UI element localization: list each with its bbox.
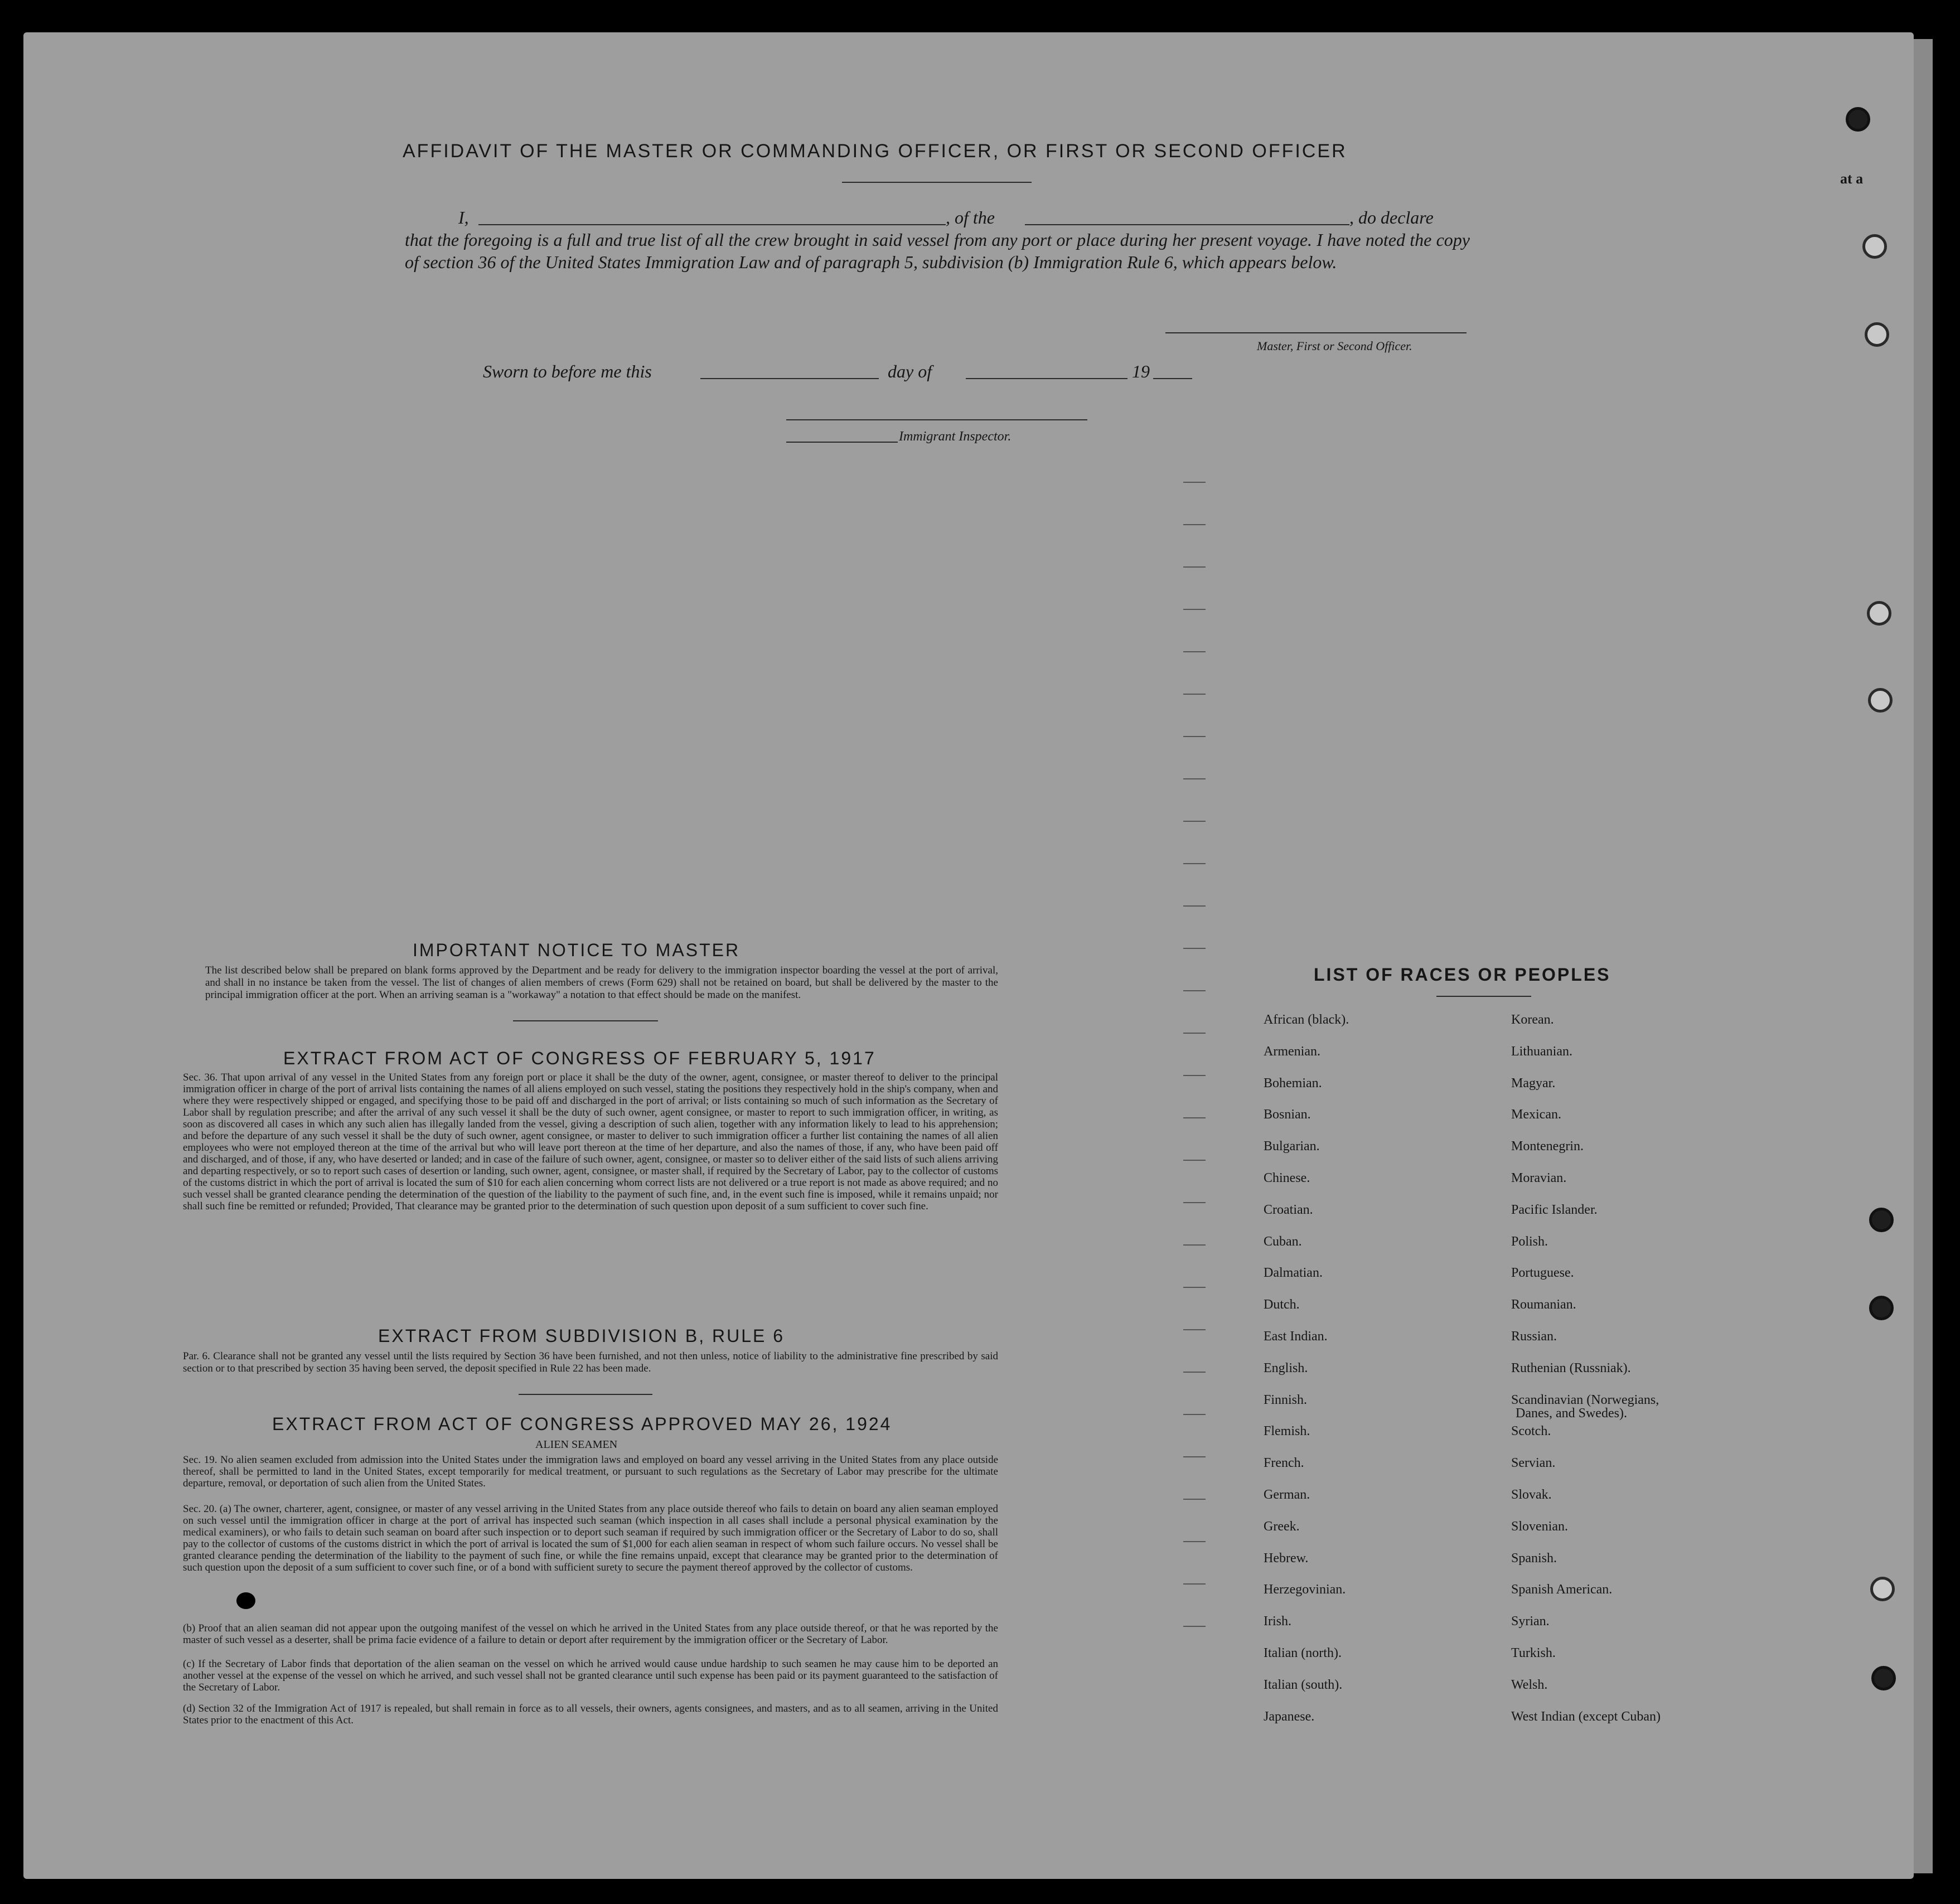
race-item: Syrian. xyxy=(1511,1614,1550,1629)
tick-mark xyxy=(1183,948,1206,949)
race-item: Pacific Islander. xyxy=(1511,1202,1598,1217)
inspector-signature-field[interactable] xyxy=(786,419,1087,420)
declarant-label: I, xyxy=(458,207,469,227)
tick-mark xyxy=(1183,1372,1206,1373)
race-item: Polish. xyxy=(1511,1234,1548,1249)
officer-signature-caption: Master, First or Second Officer. xyxy=(1257,339,1412,353)
race-item: Spanish. xyxy=(1511,1551,1557,1566)
sec20d-paragraph: (d) Section 32 of the Immigration Act of 1917 is repealed, but shall remain in force as to all vessels, their owners, agents consignees, and masters, and as to all seamen, arriving in the United States prior to the enactment of this Act. xyxy=(183,1703,998,1726)
race-item: Bohemian. xyxy=(1264,1075,1322,1091)
tick-mark xyxy=(1183,1117,1206,1118)
race-item: Ruthenian (Russniak). xyxy=(1511,1360,1631,1375)
section-rule xyxy=(513,1020,658,1021)
race-item: Armenian. xyxy=(1264,1044,1320,1059)
race-item: Russian. xyxy=(1511,1329,1557,1344)
race-item: German. xyxy=(1264,1488,1310,1502)
sworn-year-field[interactable] xyxy=(1153,378,1192,379)
tick-mark xyxy=(1183,1202,1206,1203)
race-item: English. xyxy=(1264,1360,1308,1375)
tick-mark xyxy=(1183,1499,1206,1500)
tick-mark xyxy=(1183,482,1206,483)
affidavit-body: that the foregoing is a full and true list of all the crew brought in said vessel from any port or place during her present voyage. I have noted the copy of section 36 of the United States Immigration Law and of paragraph 5, subdivision (b) Immigration Rule 6, which appears below. xyxy=(405,230,1470,272)
race-item: Flemish. xyxy=(1264,1424,1310,1439)
tick-mark xyxy=(1183,651,1206,652)
race-item: Turkish. xyxy=(1511,1646,1556,1660)
race-item: West Indian (except Cuban) xyxy=(1511,1709,1661,1724)
race-item: Chinese. xyxy=(1264,1171,1310,1185)
race-item: Bulgarian. xyxy=(1264,1139,1320,1154)
tick-mark xyxy=(1183,1626,1206,1627)
race-item: African (black). xyxy=(1264,1012,1349,1027)
section-rule xyxy=(519,1394,652,1395)
race-item: Scandinavian (Norwegians, xyxy=(1511,1392,1659,1407)
tick-mark xyxy=(1183,821,1206,822)
tick-mark xyxy=(1183,1583,1206,1585)
race-item: Greek. xyxy=(1264,1519,1300,1534)
vessel-name-field[interactable] xyxy=(1025,224,1349,225)
race-item: Italian (north). xyxy=(1264,1646,1342,1660)
binder-hole xyxy=(1846,107,1870,132)
sec20b-paragraph: (b) Proof that an alien seaman did not appear upon the outgoing manifest of the vessel on which he arrived in the United States from any place outside thereof, or that he was reported by the master of such vessel as a deserter, shall be prima facie evidence of a failure to detain or deport after requirement by the immigration officer or the Secretary of Labor. xyxy=(183,1622,998,1646)
sec19-paragraph: Sec. 19. No alien seamen excluded from admission into the United States under the immigration laws and employed on board any vessel arriving in the United States from any place outside thereof, shall be permitted to land in the United States, except temporarily for medical treatment, or pursuant to such regulations as the Secretary of Labor may prescribe for the ultimate departure, removal, or deportation of such alien from the United States. xyxy=(183,1454,998,1489)
tick-mark xyxy=(1183,1287,1206,1288)
title-rule xyxy=(842,182,1032,183)
tick-mark xyxy=(1183,566,1206,568)
race-item: Portuguese. xyxy=(1511,1266,1574,1281)
form-sheet xyxy=(23,32,1914,1879)
sec20a-paragraph: Sec. 20. (a) The owner, charterer, agent, consignee, or master of any vessel arriving in the United States from any place outside thereof who fails to detain on board any alien seaman employed on such vessel until the immigration officer in charge at the port of arrival has inspected such seaman (which inspection in all cases shall include a personal physical examination by the medical examiners), or who fails to detain such seaman on board after such inspection or to deport such seaman if required by such immigration officer or the Secretary of Labor to do so, shall pay to the collector of customs of the customs district in which the port of arrival is located the sum of $1,000 for each alien seaman in respect of whom such failure occurs. No vessel shall be granted clearance pending the determination of the liability to the payment of such fine, or while the fine remains unpaid, except that clearance may be granted prior to the determination of such question upon the deposit of a sum sufficient to cover such fine, or of a bond with sufficient surety to secure the payment thereof approved by the collector of customs. xyxy=(183,1503,998,1573)
race-item: Croatian. xyxy=(1264,1202,1313,1217)
extract-1917-body: Sec. 36. That upon arrival of any vessel in the United States from any foreign port or place it shall be the duty of the owner, agent, consignee, or master thereof to deliver to the principal immigration officer in charge of the port of arrival lists containing the names of all aliens employed on such vessel, stating the positions they respectively hold in the ship's company, when and where they were respectively shipped or engaged, and specifying those to be paid off and discharged in the port of arrival; or lists containing so much of such information as the Secretary of Labor shall by regulation prescribe; and after the arrival of any such vessel it shall be the duty of such owner, agent consignee, or master to report to such immigration officer, in writing, as soon as discovered all cases in which any such alien has illegally landed from the vessel, giving a description of such alien, together with any information likely to lead to his apprehension; and before the departure of any such vessel it shall be the duty of such owner, agent consignee, or master to deliver to such immigration officer a further list containing the names of all alien employees who were not employed thereon at the time of the arrival but who will leave port thereon at the time of her departure, and also the names of those, if any, who have been paid off and discharged, and of those, if any, who have deserted or landed; and in case of the failure of such owner, agent, consignee, or master so to deliver either of the said lists of such aliens arriving and departing respectively, or so to report such cases of desertion or landing, such owner, agent, consignee, or master shall, if required by the Secretary of Labor, pay to the collector of customs of the customs district in which the port of arrival is located the sum of $10 for each alien concerning whom correct lists are not delivered or a true report is not made as above required; and no such vessel shall be granted clearance pending the determination of the question of the liability to the payment of such fine, and, in the event such fine is imposed, while it remains unpaid; nor shall such fine be remitted or refunded; Provided, That clearance may be granted prior to the determination of such question upon deposit of a sum sufficient to cover such fine. xyxy=(183,1072,998,1212)
extract-1924-title: EXTRACT FROM ACT OF CONGRESS APPROVED MAY 26, 1924 xyxy=(272,1414,892,1434)
binder-hole xyxy=(1867,601,1891,626)
ink-blot xyxy=(236,1592,255,1609)
race-item: Hebrew. xyxy=(1264,1551,1309,1566)
tick-mark xyxy=(1183,863,1206,864)
tick-mark xyxy=(1183,694,1206,695)
of-the-label: , of the xyxy=(946,207,995,227)
race-item: Korean. xyxy=(1511,1012,1554,1027)
race-item: Mexican. xyxy=(1511,1107,1561,1122)
race-item: Cuban. xyxy=(1264,1234,1302,1249)
affidavit-title: AFFIDAVIT OF THE MASTER OR COMMANDING OFFICER, OR FIRST OR SECOND OFFICER xyxy=(403,141,1347,162)
race-item: Roumanian. xyxy=(1511,1297,1576,1312)
tick-mark xyxy=(1183,990,1206,991)
race-item: Herzegovinian. xyxy=(1264,1582,1346,1597)
race-item: Danes, and Swedes). xyxy=(1516,1406,1627,1421)
race-item: East Indian. xyxy=(1264,1329,1328,1344)
race-item: Welsh. xyxy=(1511,1677,1548,1692)
sworn-month-field[interactable] xyxy=(966,378,1127,379)
race-item: Scotch. xyxy=(1511,1424,1551,1439)
tick-mark xyxy=(1183,905,1206,907)
race-item: French. xyxy=(1264,1456,1304,1471)
race-item: Finnish. xyxy=(1264,1392,1308,1407)
race-item: Spanish American. xyxy=(1511,1582,1613,1597)
races-title-rule xyxy=(1436,996,1531,997)
tick-mark xyxy=(1183,778,1206,779)
binder-hole xyxy=(1869,1296,1894,1320)
race-item: Japanese. xyxy=(1264,1709,1315,1724)
tick-mark xyxy=(1183,1075,1206,1076)
race-item: Moravian. xyxy=(1511,1171,1567,1185)
race-item: Irish. xyxy=(1264,1614,1291,1629)
officer-signature-field[interactable] xyxy=(1165,332,1467,333)
race-item: Dalmatian. xyxy=(1264,1266,1323,1281)
tick-mark xyxy=(1183,1160,1206,1161)
tick-mark xyxy=(1183,1414,1206,1415)
race-item: Slovak. xyxy=(1511,1488,1552,1502)
tick-mark xyxy=(1183,1456,1206,1457)
do-declare-label: , do declare xyxy=(1349,207,1434,227)
notice-body: The list described below shall be prepared on blank forms approved by the Department and be ready for delivery to the immigration inspector boarding the vessel at the port of arrival, and shall in no instance be taken from the vessel. The list of changes of alien members of crews (Form 629) shall not be retained on board, but shall be delivered by the master to the principal immigration officer at the port. When an arriving seaman is a "workaway" a notation to that effect should be made on the manifest. xyxy=(205,965,998,1001)
tick-mark xyxy=(1183,524,1206,525)
sworn-label: Sworn to before me this xyxy=(483,361,652,381)
race-item: Italian (south). xyxy=(1264,1677,1343,1692)
tick-mark xyxy=(1183,1541,1206,1542)
extract-1924-subtitle: ALIEN SEAMEN xyxy=(535,1438,618,1451)
page-edge-strip xyxy=(1914,39,1933,1873)
binder-hole xyxy=(1870,1577,1895,1601)
sworn-day-field[interactable] xyxy=(700,378,879,379)
tick-mark xyxy=(1183,1033,1206,1034)
binder-hole xyxy=(1868,688,1893,713)
tick-mark xyxy=(1183,1329,1206,1330)
race-item: Dutch. xyxy=(1264,1297,1300,1312)
race-item: Bosnian. xyxy=(1264,1107,1311,1122)
race-item: Magyar. xyxy=(1511,1075,1556,1091)
races-title: LIST OF RACES OR PEOPLES xyxy=(1314,965,1611,985)
race-item: Lithuanian. xyxy=(1511,1044,1572,1059)
year-label: 19 xyxy=(1132,361,1150,381)
inspector-name-field[interactable] xyxy=(786,442,898,443)
declarant-name-field[interactable] xyxy=(478,224,946,225)
extract-1917-title: EXTRACT FROM ACT OF CONGRESS OF FEBRUARY 5, 1917 xyxy=(283,1048,876,1068)
tick-mark xyxy=(1183,609,1206,610)
day-of-label: day of xyxy=(888,361,932,381)
race-item: Slovenian. xyxy=(1511,1519,1568,1534)
binder-hole xyxy=(1862,234,1887,259)
binder-hole xyxy=(1871,1666,1896,1690)
notice-title: IMPORTANT NOTICE TO MASTER xyxy=(413,940,741,960)
race-item: Servian. xyxy=(1511,1456,1556,1471)
sec20c-paragraph: (c) If the Secretary of Labor finds that deportation of the alien seaman on the vessel on which he arrived would cause undue hardship to such seamen he may cause him to be deported an another vessel at the expense of the vessel on which he arrived, and such vessel shall not be granted clearance until such expense has been paid or its payment guaranteed to the satisfaction of the Secretary of Labor. xyxy=(183,1658,998,1693)
rule6-title: EXTRACT FROM SUBDIVISION B, RULE 6 xyxy=(378,1326,785,1346)
tick-mark xyxy=(1183,1244,1206,1246)
inspector-caption: Immigrant Inspector. xyxy=(899,429,1012,444)
tick-mark xyxy=(1183,736,1206,737)
binder-hole xyxy=(1865,322,1889,347)
binder-hole xyxy=(1869,1208,1894,1232)
race-item: Montenegrin. xyxy=(1511,1139,1584,1154)
rule6-body: Par. 6. Clearance shall not be granted any vessel until the lists required by Section 36 have been furnished, and not then unless, notice of liability to the administrative fine prescribed by said section or to that prescribed by section 35 having been served, the deposit specified in Rule 22 has been made. xyxy=(183,1350,998,1374)
edge-fragment-text: at a xyxy=(1840,171,1864,187)
